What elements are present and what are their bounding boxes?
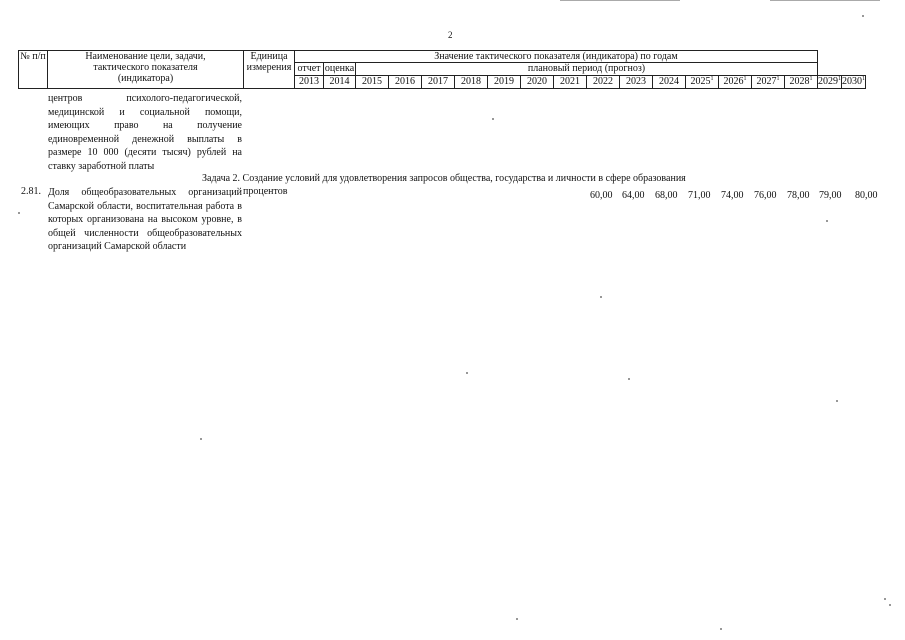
row-unit: процентов (243, 186, 288, 197)
header-year-2027: 2027$^1$ (752, 76, 785, 89)
scan-edge-line (770, 0, 880, 1)
header-year-2021: 2021 (554, 76, 587, 89)
row-value: 78,00 (787, 190, 810, 201)
header-year-2014: 2014 (324, 76, 356, 89)
header-year-2026: 2026$^1$ (719, 76, 752, 89)
page-number: 2 (448, 30, 453, 40)
header-year-2028: 2028$^1$ (785, 76, 818, 89)
scan-speck (200, 438, 202, 440)
scan-speck (889, 604, 891, 606)
indicator-table-header (18, 50, 866, 89)
row-value: 74,00 (721, 190, 744, 201)
row-number: 2.81. (21, 186, 41, 197)
row-value: 60,00 (590, 190, 613, 201)
header-year-2016: 2016 (389, 76, 422, 89)
header-values-group: Значение тактического показателя (индикатора) по годам (295, 51, 818, 63)
row-indicator-name: Доля общеобразовательных организаций Самарской области, воспитательная работа в которых организована на высоком уровне, в общей численности общеобразовательных организаций Самарской области (48, 187, 242, 252)
scan-speck (826, 220, 828, 222)
scan-speck (836, 400, 838, 402)
scan-speck (628, 378, 630, 380)
header-year-2022: 2022 (587, 76, 620, 89)
footnote-mark: 1 (838, 76, 841, 82)
header-year-2013: 2013 (295, 76, 324, 89)
header-year-2025: 2025$^1$ (686, 76, 719, 89)
footnote-mark: 1 (743, 76, 747, 82)
header-report: отчет (295, 63, 324, 76)
row-value: 79,00 (819, 190, 842, 201)
row-value: 71,00 (688, 190, 711, 201)
continued-indicator-text: центров психолого-педагогической, медицинской и социальной помощи, имеющих право на получение единовременной денежной выплаты в размере 10 000 (десяти тысяч) рублей на ставку заработной платы (48, 93, 242, 172)
header-year-2023: 2023 (620, 76, 653, 89)
scan-speck (862, 15, 864, 17)
header-planned: плановый период (прогноз) (356, 63, 818, 76)
scan-speck (18, 212, 20, 214)
header-name: Наименование цели, задачи, тактического показателя (индикатора) (48, 51, 244, 89)
footnote-mark: 1 (862, 76, 865, 82)
row-value: 64,00 (622, 190, 645, 201)
row-value: 76,00 (754, 190, 777, 201)
footnote-mark: 1 (809, 76, 813, 82)
scan-speck (492, 118, 494, 120)
scan-speck (884, 598, 886, 600)
task-heading: Задача 2. Создание условий для удовлетворения запросов общества, государства и личности в сфере образования (202, 173, 686, 184)
header-year-2030: 2030$^1$ (842, 76, 865, 87)
header-year-2015: 2015 (356, 76, 389, 89)
header-year-2018: 2018 (455, 76, 488, 89)
scan-speck (600, 296, 602, 298)
header-unit: Единица измерения (244, 51, 295, 89)
header-year-2019: 2019 (488, 76, 521, 89)
row-value: 80,00 (855, 190, 878, 201)
scan-speck (466, 372, 468, 374)
scan-speck (720, 628, 722, 630)
footnote-mark: 1 (776, 76, 780, 82)
header-estimate: оценка (324, 63, 355, 74)
scan-speck (516, 618, 518, 620)
header-year-2024: 2024 (653, 76, 686, 89)
footnote-mark: 1 (710, 76, 714, 82)
header-year-2029: 2029$^1$ (818, 76, 841, 87)
scan-edge-line (560, 0, 680, 1)
header-num: № п/п (19, 51, 48, 89)
row-value: 68,00 (655, 190, 678, 201)
header-year-2020: 2020 (521, 76, 554, 89)
header-year-2017: 2017 (422, 76, 455, 89)
